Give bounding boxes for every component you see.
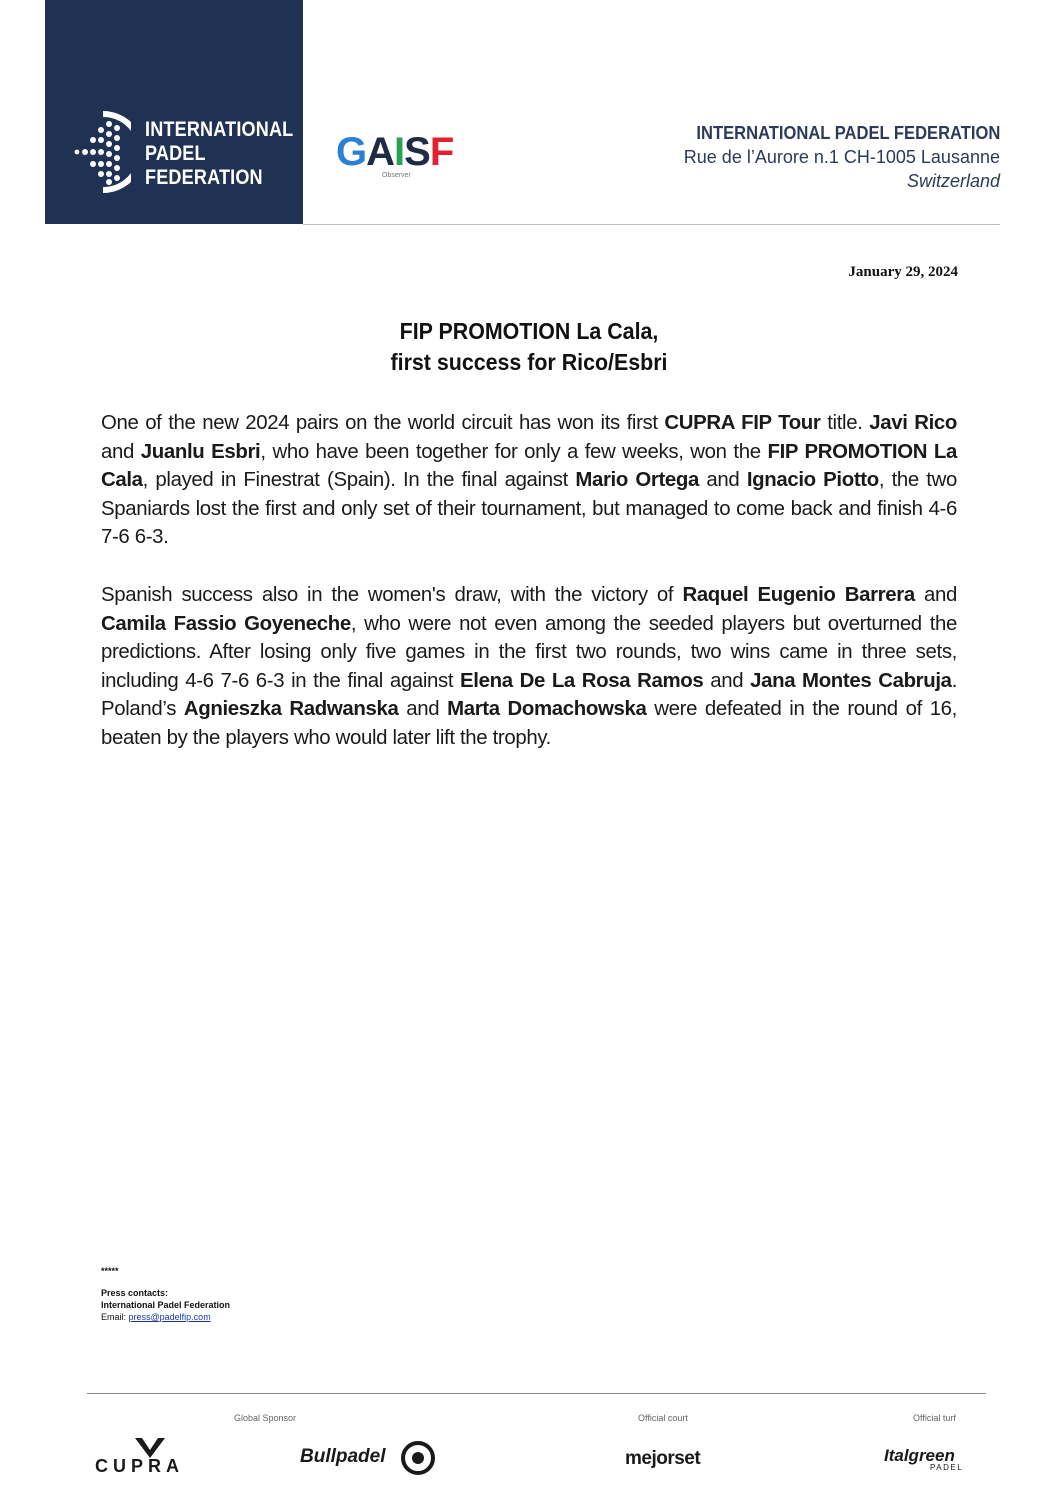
logo-line: PADEL <box>145 142 206 165</box>
federation-address <box>670 121 1000 193</box>
gaisf-letter: G <box>336 130 367 174</box>
sponsor-label-turf: Official turf <box>913 1413 956 1423</box>
press-org: International Padel Federation <box>101 1300 231 1310</box>
text-run: title. <box>820 412 870 434</box>
press-contacts <box>101 1265 230 1323</box>
press-release-date: January 29, 2024 <box>848 264 958 280</box>
sponsor-label-court: Official court <box>638 1413 688 1423</box>
gaisf-letter: F <box>429 130 454 174</box>
bullpadel-logo <box>300 1440 440 1476</box>
gaisf-observer-label: Observer <box>382 172 411 179</box>
text-run: and <box>703 669 751 692</box>
logo-line: INTERNATIONAL <box>145 118 294 141</box>
italgreen-wordmark: Italgreen <box>884 1446 955 1465</box>
player-name: Raquel Eugenio Barrera <box>682 584 915 606</box>
text-run: and <box>699 469 747 492</box>
padel-ball-emblem-icon <box>73 110 131 194</box>
gaisf-logo <box>336 130 476 186</box>
org-name: INTERNATIONAL PADEL FEDERATION <box>696 123 1000 143</box>
email-label: Email: <box>101 1312 129 1322</box>
country: Switzerland <box>906 171 1000 191</box>
text-run: , played in Finestrat (Spain). In the final against <box>142 469 576 492</box>
text-run: , the two Spaniards lost the first and only set of their tournament, but managed to come back and finish 4-6 7-6 6-3. <box>101 469 957 549</box>
player-name: Elena De La Rosa Ramos <box>460 669 704 692</box>
gaisf-wordmark <box>336 130 453 174</box>
italgreen-logo <box>884 1444 984 1476</box>
paragraph-women-draw <box>101 581 957 753</box>
text-run: Spanish success also in the women's draw, with the victory of <box>101 584 683 606</box>
fip-logo-wordmark <box>145 118 293 190</box>
gaisf-letter: I <box>394 130 405 174</box>
player-name: Juanlu Esbri <box>140 440 261 463</box>
text-run: , who were not even among the seeded players but overturned the predictions. After losing only five games in the first two rounds, two wins came in three sets, including 4-6 7-6 6-3 in the final against <box>101 612 957 692</box>
header-divider <box>303 224 1000 225</box>
gaisf-letter: A <box>366 130 395 174</box>
logo-line: FEDERATION <box>145 166 263 189</box>
separator-stars: ***** <box>101 1266 119 1276</box>
player-name: Mario Ortega <box>575 469 699 492</box>
bold-text: CUPRA FIP Tour <box>664 412 821 434</box>
text-run: were defeated in the round of 16, beaten by the players who would later lift the trophy. <box>101 698 957 749</box>
gaisf-letter: S <box>404 130 430 174</box>
cupra-logo <box>95 1436 205 1476</box>
cupra-emblem-icon <box>95 1436 205 1458</box>
player-name: Jana Montes Cabruja <box>750 669 952 692</box>
bullpadel-b-icon <box>400 1440 436 1476</box>
sponsor-label-global: Global Sponsor <box>234 1413 297 1423</box>
title-line: first success for Rico/Esbri <box>390 349 668 375</box>
text-run: , who have been together for only a few weeks, won the <box>260 440 768 463</box>
title-line: FIP PROMOTION La Cala, <box>399 318 659 344</box>
press-heading: Press contacts: <box>101 1288 169 1298</box>
text-run: One of the new 2024 pairs on the world circuit has won its first <box>101 412 665 434</box>
footer-divider <box>87 1393 986 1394</box>
text-run: . Poland’s <box>101 669 958 721</box>
page-title <box>130 316 928 378</box>
cupra-wordmark: CUPRA <box>95 1456 185 1476</box>
tournament-name: FIP PROMOTION La Cala <box>101 440 957 492</box>
player-name: Javi Rico <box>869 412 958 434</box>
player-name: Agnieszka Radwanska <box>183 698 399 721</box>
mejorset-logo <box>625 1440 705 1476</box>
mejorset-wordmark: mejorset <box>625 1448 701 1469</box>
header-brand-block <box>45 0 303 224</box>
player-name: Camila Fassio Goyeneche <box>101 612 351 635</box>
player-name: Ignacio Piotto <box>746 469 879 492</box>
player-name: Marta Domachowska <box>447 698 647 721</box>
text-run: and <box>101 440 141 463</box>
email-link[interactable]: press@padelfip.com <box>128 1312 211 1322</box>
text-run: and <box>398 698 448 721</box>
paragraph-men-draw <box>101 409 957 552</box>
bullpadel-wordmark: Bullpadel <box>300 1446 386 1467</box>
text-run: and <box>914 584 957 606</box>
street-address: Rue de l’Aurore n.1 CH-1005 Lausanne <box>683 147 1000 167</box>
italgreen-padel-word: PADEL <box>930 1463 964 1472</box>
